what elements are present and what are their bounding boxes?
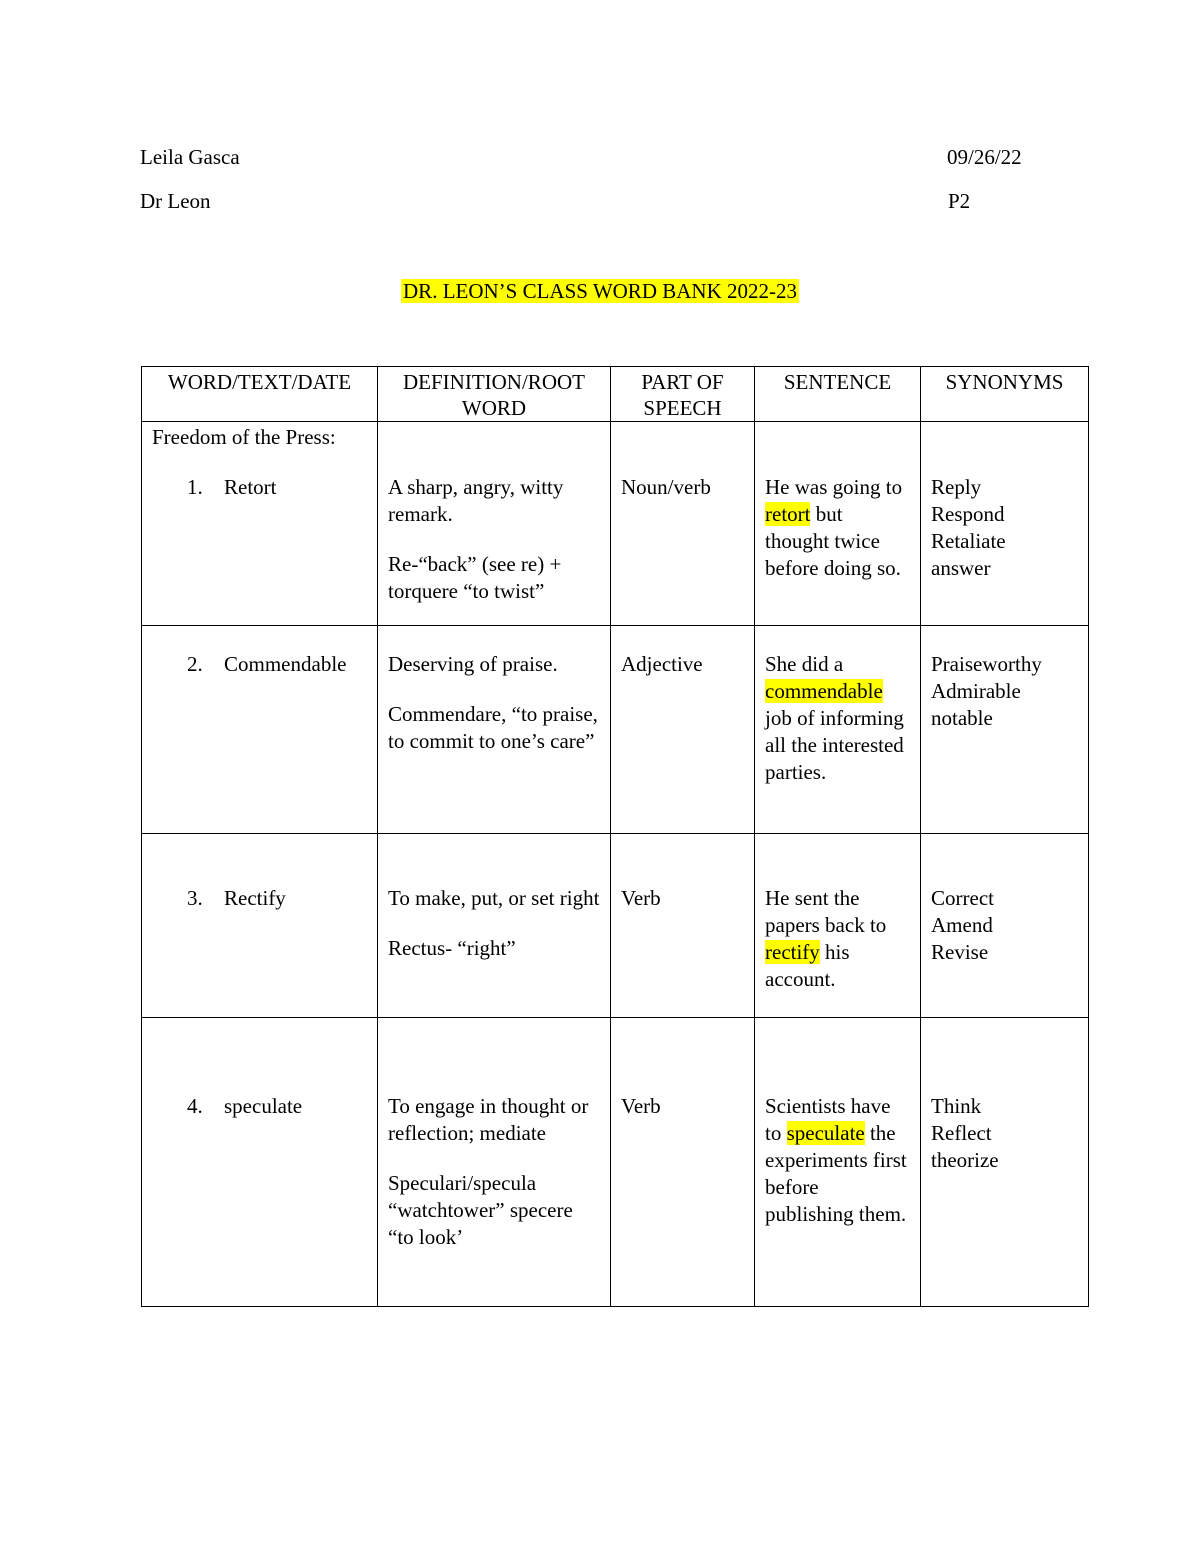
word-entry [152,651,367,678]
root-word-text: Re-“back” (see re) + torquere “to twist” [388,552,562,603]
synonym: Correct [931,886,994,910]
column-header-sentence: SENTENCE [755,367,921,422]
synonym: Reflect [931,1121,992,1145]
highlighted-word: commendable [765,679,883,703]
synonym: Respond [931,502,1005,526]
synonyms-cell [921,1018,1089,1307]
sentence-cell [755,626,921,834]
sentence-cell [755,834,921,1018]
word-entry [152,1093,367,1120]
sentence-text: but thought twice before doing so. [765,502,901,580]
sentence-text: She did a [765,652,844,676]
synonym: Admirable [931,679,1021,703]
word-text: speculate [224,1094,303,1118]
sentence-text: Scientists have to [765,1094,891,1145]
word-number: 1. [187,475,203,499]
word-entry [152,474,367,501]
word-cell [142,834,378,1018]
sentence-text: job of informing all the interested parties. [765,706,904,784]
part-of-speech-cell: Verb [611,1018,755,1307]
word-number: 4. [187,1094,203,1118]
synonym: Think [931,1094,982,1118]
column-header-part-of-speech: PART OF SPEECH [611,367,755,422]
definition-cell [378,626,611,834]
word-text: Commendable [224,652,347,676]
table-header-row [142,367,1089,422]
part-of-speech-cell: Noun/verb [611,422,755,626]
section-label: Freedom of the Press: [152,425,336,449]
definition-text: To make, put, or set right [388,886,600,910]
synonym: Amend [931,913,993,937]
definition-text: Deserving of praise. [388,652,558,676]
synonym: notable [931,706,993,730]
word-text: Rectify [224,886,286,910]
column-header-definition: DEFINITION/ROOT WORD [378,367,611,422]
table-row [142,422,1089,626]
sentence-text: He was going to [765,475,903,499]
part-of-speech-cell: Verb [611,834,755,1018]
word-cell [142,626,378,834]
word-cell [142,1018,378,1307]
synonyms-cell [921,626,1089,834]
definition-text: A sharp, angry, witty remark. [388,475,564,526]
date: 09/26/22 [947,145,1022,169]
sentence-cell [755,1018,921,1307]
synonyms-cell [921,422,1089,626]
word-number: 2. [187,652,203,676]
highlighted-word: speculate [786,1121,865,1145]
document-title [0,278,1200,304]
definition-cell [378,422,611,626]
word-entry [152,885,367,912]
synonyms-cell [921,834,1089,1018]
synonym: Retaliate [931,529,1006,553]
root-word-text: Commendare, “to praise, to commit to one’s care” [388,702,598,753]
highlighted-word: retort [765,502,811,526]
highlighted-word: rectify [765,940,820,964]
sentence-text: the experiments first before publishing them. [765,1121,907,1226]
table-row [142,834,1089,1018]
word-number: 3. [187,886,203,910]
root-word-text: Speculari/specula “watchtower” specere “to look’ [388,1171,573,1249]
word-text: Retort [224,475,277,499]
student-name: Leila Gasca [140,145,240,169]
teacher-name: Dr Leon [140,189,211,213]
synonym: Revise [931,940,989,964]
definition-text: To engage in thought or reflection; mediate [388,1094,589,1145]
synonym: answer [931,556,991,580]
word-cell [142,422,378,626]
synonym: Reply [931,475,982,499]
word-bank-table [141,366,1089,1307]
definition-cell [378,1018,611,1307]
class-period: P2 [948,189,971,213]
column-header-word: WORD/TEXT/DATE [142,367,378,422]
definition-cell [378,834,611,1018]
sentence-text: his account. [765,940,850,991]
column-header-synonyms: SYNONYMS [921,367,1089,422]
sentence-cell [755,422,921,626]
part-of-speech-cell: Adjective [611,626,755,834]
table-row [142,626,1089,834]
synonym: theorize [931,1148,999,1172]
document-title-text: DR. LEON’S CLASS WORD BANK 2022-23 [403,279,797,303]
table-row [142,1018,1089,1307]
sentence-text: He sent the papers back to [765,886,887,937]
synonym: Praiseworthy [931,652,1042,676]
root-word-text: Rectus- “right” [388,936,516,960]
